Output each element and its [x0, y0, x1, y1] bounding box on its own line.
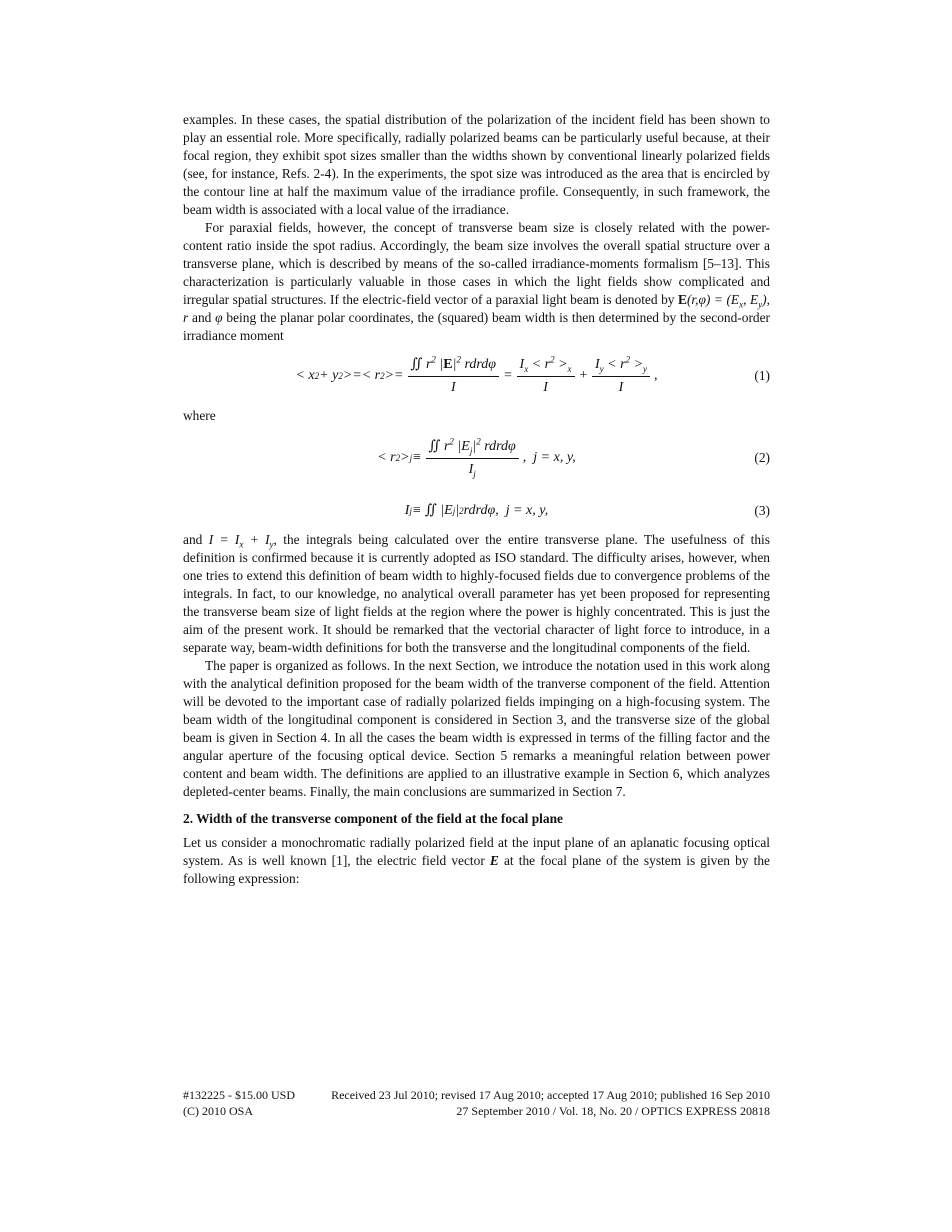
equation-2: < r 2 > j ≡ $\frac{∬ r^2 |E_j|^2 rdrd\varphi}{I_j}$ , j = x, y, (2) [377, 435, 770, 479]
paragraph-4: The paper is organized as follows. In the next Section, we introduce the notation used in this work along with the analytical definition proposed for the beam width of the tranverse component of the field. Attention will be devoted to the important case of radially polarized fields impinging on a high-focusing system. The beam width of the longitudinal component is considered in Section 3, and the transverse size of the global beam is given in Section 4. In all the cases the beam width is expressed in terms of the filling factor and the angular aperture of the focusing optical device. Section 5 remarks a meaningful relation between power content and beam width. The definitions are applied to an illustrative example in Section 6, which analyzes depleted-center beams. Finally, the main conclusions are summarized in Section 7. [183, 658, 770, 799]
footer-history: Received 23 Jul 2010; revised 17 Aug 2010; accepted 17 Aug 2010; published 16 Sep 2010 [331, 1088, 770, 1102]
section-heading: 2. Width of the transverse component of the field at the focal plane [183, 811, 563, 826]
paragraph-5: Let us consider a monochromatic radially polarized field at the input plane of an aplanatic focusing optical system. As is well known [1], the electric field vector E at the focal plane of the system is given by the following expression: [183, 835, 770, 886]
article-body [183, 111, 770, 888]
paragraph-3: and $I = I_x + I_y$, the integrals being calculated over the entire transverse plane. The usefulness of this definition is confirmed because it is currently adopted as ISO standard. The difficulty arises, however, when one tries to extend this definition of beam width to highly-focused fields due to convergence problems of the integrals. In fact, to our knowledge, no analytical overall parameter has yet been proposed for representing the transverse beam size of light fields at the region where the power is highly concentrated. This is just the aim of the present work. It should be remarked that the vectorial character of light force to introduce, in a separate way, beam-width definitions for both the transverse and the longitudinal components of the field. [183, 532, 770, 655]
page-footer [183, 1087, 770, 1119]
equation-3-number: (3) [754, 503, 770, 518]
intensity-sum-inline-math: $I = I_x + I_y$ [208, 532, 274, 550]
paragraph-2: For paraxial fields, however, the concept of transverse beam size is closely related with the power-content ratio inside the spot radius. Accordingly, the beam size involves the overall spatial structure over a transverse plane, which is described by means of the so-called irradiance-moments formalism [5–13]. This characterization is particularly valuable in those cases in which the light fields show complicated and irregular spatial structures. If the electric-field vector of a paraxial light beam is denoted by $E(r,\varphi) = (E_x$, $E_y$), r and φ being the planar polar coordinates, the (squared) beam width is then determined by the second-order irradiance moment [183, 220, 770, 343]
equation-3: I j ≡ ∬ |E j | 2 rdrdφ, j = x, y, (3) [404, 503, 770, 518]
field-vector-inline-math: $E(r,\varphi) = (E_x$, $E_y$) [678, 292, 767, 310]
footer-citation: 27 September 2010 / Vol. 18, No. 20 / OPTICS EXPRESS 20818 [456, 1104, 770, 1118]
footer-copyright: (C) 2010 OSA [183, 1104, 254, 1118]
where-label: where [183, 408, 216, 423]
footer-article-id: #132225 - $15.00 USD [183, 1088, 296, 1102]
equation-1: < x 2 + y 2 >=< r 2 >= $\frac{∬ r^2 |E|^2 rdrd\varphi}{I}$ = $\frac{I_x < r^2 >_x}{I}$ + $\frac{I_y < r^2 >_y}{I}$ , (1) [295, 353, 770, 395]
field-vector-symbol: E [489, 853, 499, 868]
equation-2-number: (2) [754, 450, 770, 465]
equation-1-number: (1) [754, 368, 770, 383]
paragraph-1: examples. In these cases, the spatial distribution of the polarization of the incident field has been shown to play an essential role. More specifically, radially polarized beams can be particularly useful because, at their focal region, they exhibit spot sizes smaller than the widths shown by conventional linearly polarized fields (see, for instance, Refs. 2-4). In the experiments, the spot size was introduced as the area that is encircled by the contour line at half the maximum value of the irradiance profile. Consequently, in such framework, the beam width is associated with a local value of the irradiance. [183, 112, 770, 217]
